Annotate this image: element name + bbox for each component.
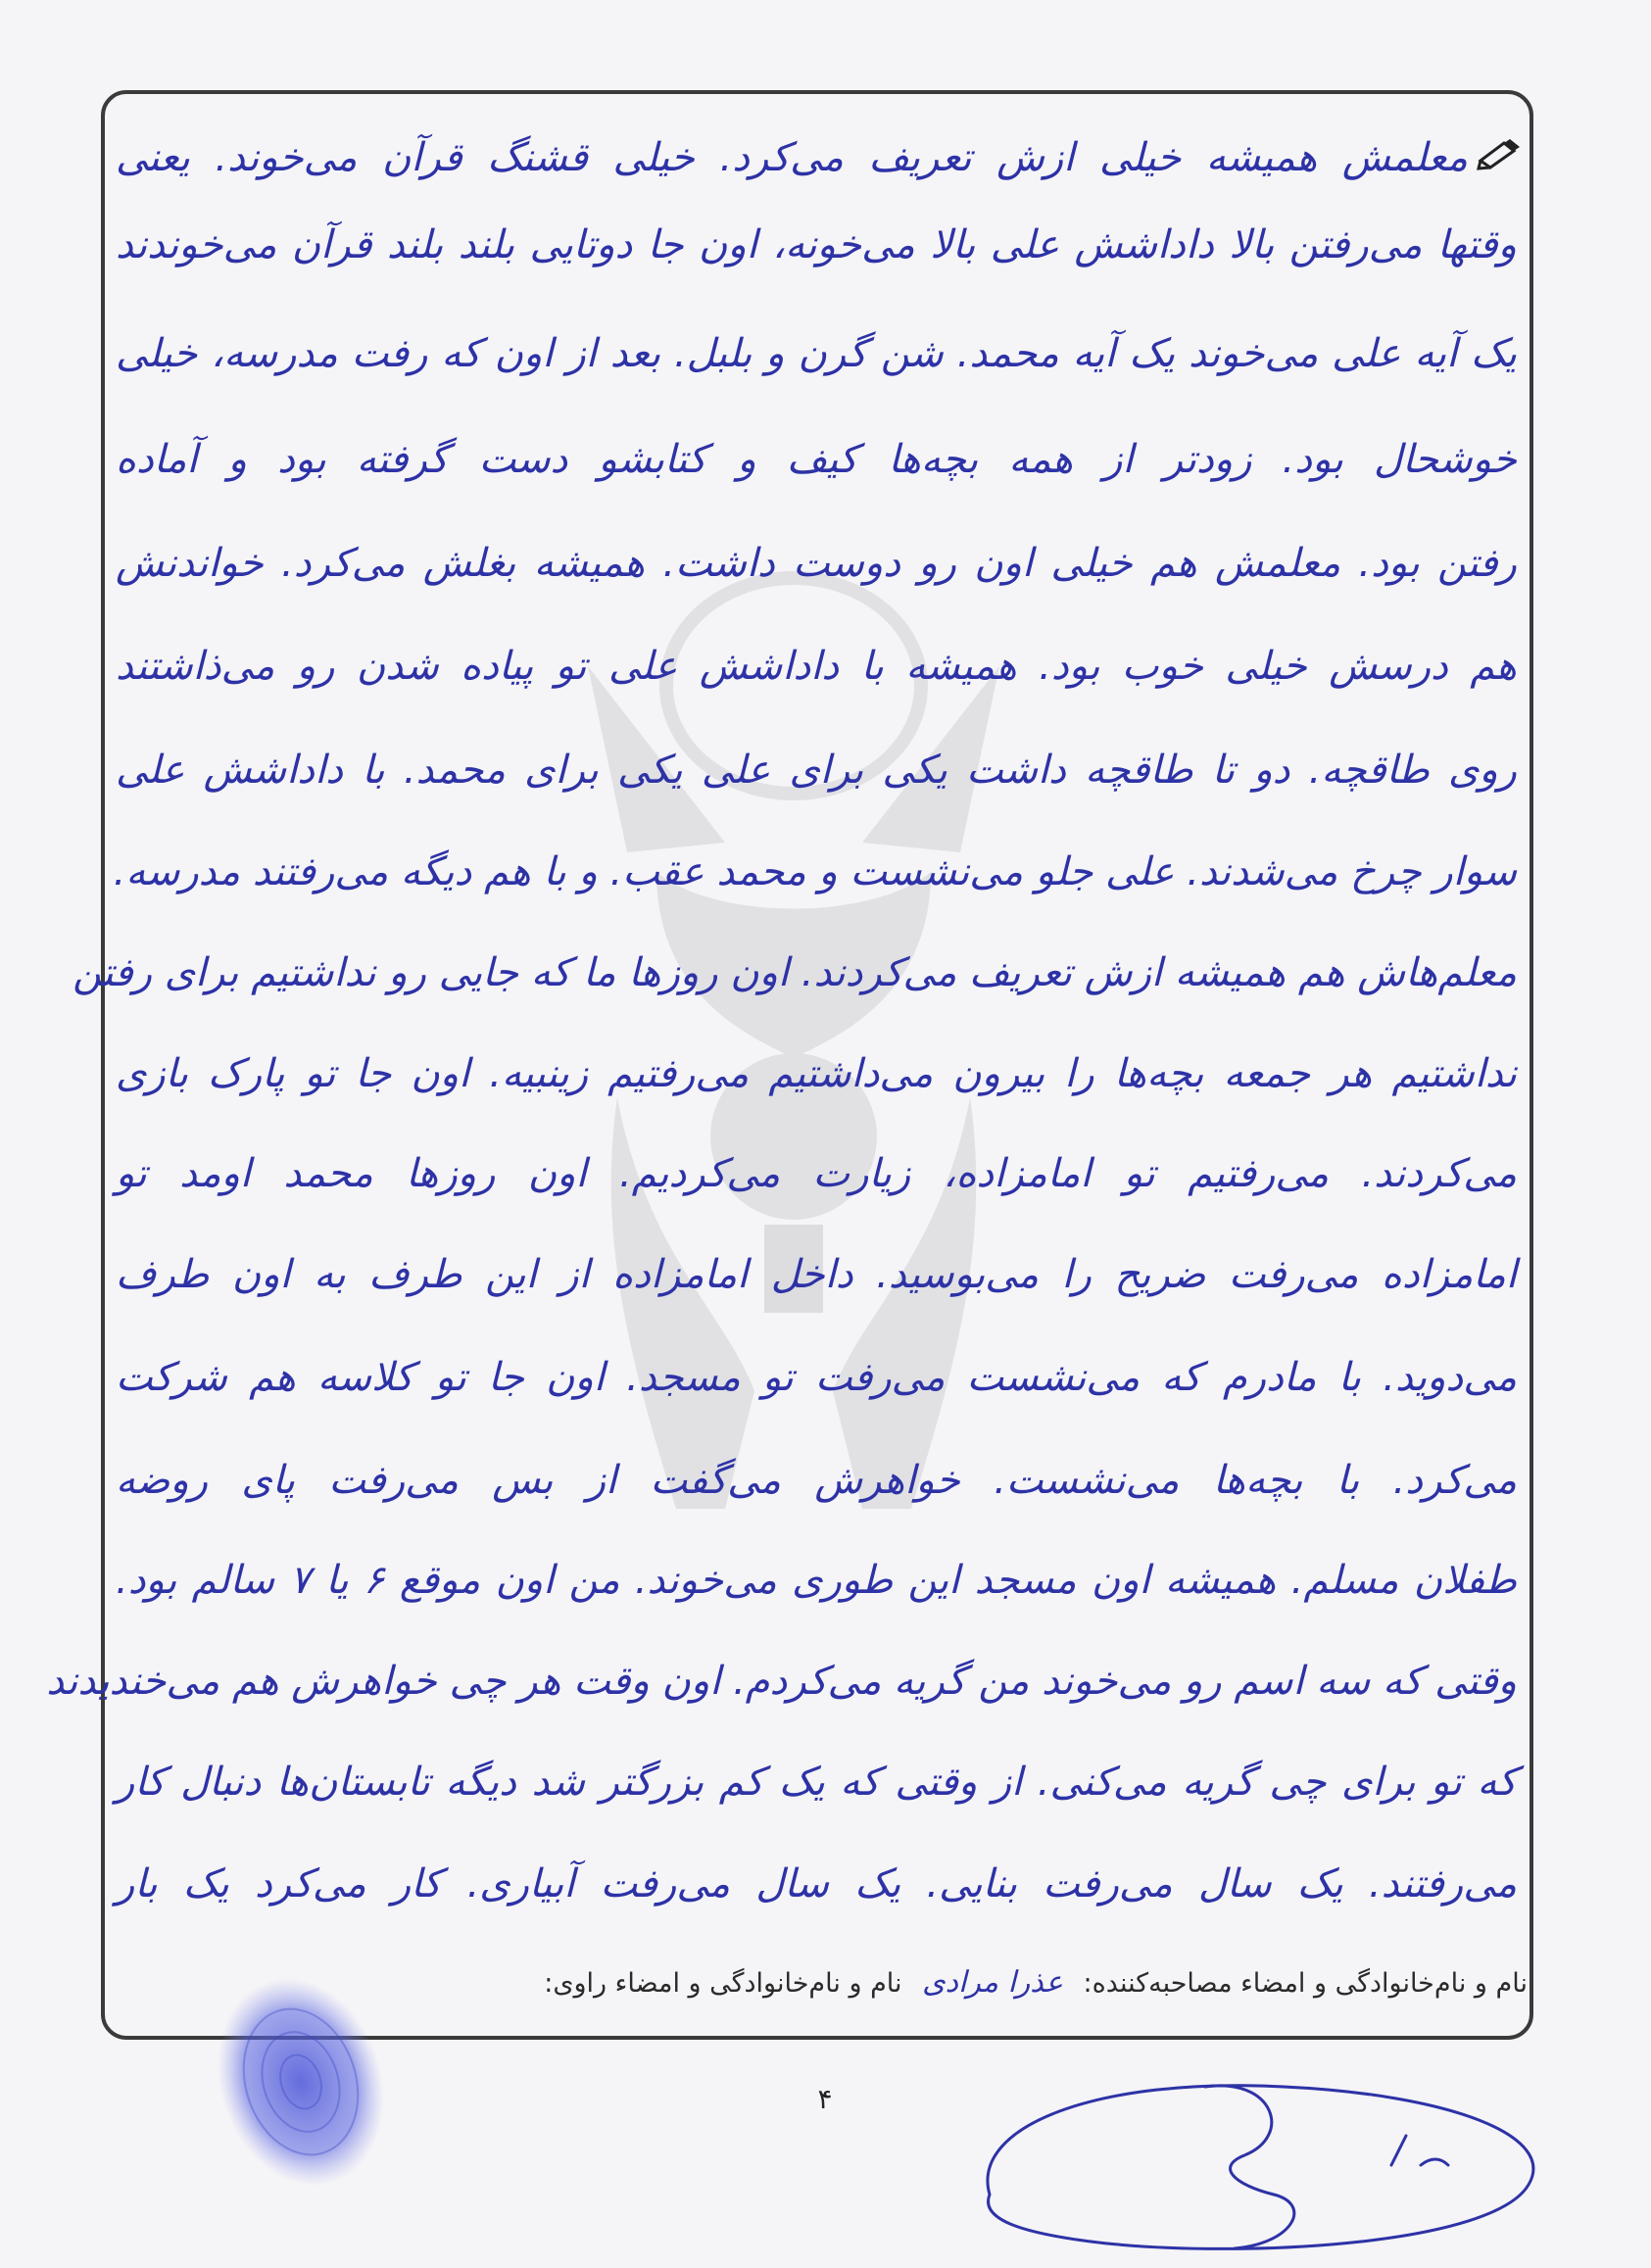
transcript-line: می‌دوید. با مادرم که می‌نشست می‌رفت تو مسجد. اون جا تو کلاسه هم شرکت — [116, 1355, 1517, 1400]
transcript-line: رفتن بود. معلمش هم خیلی اون رو دوست داشت. همیشه بغلش می‌کرد. خواندنش — [116, 541, 1517, 586]
interviewer-name: عذرا مرادی — [922, 1965, 1063, 2000]
transcript-line: می‌کرد. با بچه‌ها می‌نشست. خواهرش می‌گفت از بس می‌رفت پای روضه — [116, 1458, 1517, 1503]
transcript-line: معلم‌هاش هم همیشه ازش تعریف می‌کردند. اون روزها ما که جایی رو نداشتیم برای رفتن — [73, 950, 1517, 995]
transcript-line: طفلان مسلم. همیشه اون مسجد این طوری می‌خوند. من اون موقع ۶ یا ۷ سالم بود. — [116, 1558, 1518, 1603]
fingerprint-mark — [208, 1969, 394, 2195]
transcript-line: هم درسش خیلی خوب بود. همیشه با داداشش علی تو پیاده شدن رو می‌ذاشتند — [116, 644, 1517, 689]
transcript-line: امامزاده می‌رفت ضریح را می‌بوسید. داخل امامزاده از این طرف به اون طرف — [116, 1252, 1517, 1297]
interviewer-label: نام و نام‌خانوادگی و امضاء مصاحبه‌کننده: — [1083, 1968, 1528, 1999]
transcript-line: روی طاقچه. دو تا طاقچه داشت یکی برای علی یکی برای محمد. با داداشش علی — [116, 748, 1517, 793]
handwritten-signature — [960, 2048, 1568, 2268]
transcript-line: سوار چرخ می‌شدند. علی جلو می‌نشست و محمد عقب. و با هم دیگه می‌رفتند مدرسه. — [113, 849, 1517, 894]
transcript-line: وقتی که سه اسم رو می‌خوند من گریه می‌کردم. اون وقت هر چی خواهرش هم می‌خندیدند — [46, 1659, 1517, 1704]
signature-footer — [544, 1965, 1528, 2000]
transcript-line: می‌رفتند. یک سال می‌رفت بنایی. یک سال می‌رفت آبیاری. کار می‌کرد یک بار — [116, 1861, 1517, 1906]
transcript-line: که تو برای چی گریه می‌کنی. از وقتی که یک کم بزرگتر شد دیگه تابستان‌ها دنبال کار — [116, 1760, 1517, 1805]
transcript-line: یک آیه علی می‌خوند یک آیه محمد. شن گرن و بلبل. بعد از اون که رفت مدرسه، خیلی — [116, 331, 1517, 376]
transcript-line: می‌کردند. می‌رفتیم تو امامزاده، زیارت می‌کردیم. اون روزها محمد اومد تو — [116, 1151, 1517, 1196]
transcript-line: نداشتیم هر جمعه بچه‌ها را بیرون می‌داشتیم می‌رفتیم زینبیه. اون جا تو پارک بازی — [116, 1051, 1517, 1096]
transcript-line: وقتها می‌رفتن بالا داداشش علی بالا می‌خونه، اون جا دوتایی بلند بلند قرآن می‌خوندند — [116, 222, 1517, 267]
transcript-line: خوشحال بود. زودتر از همه بچه‌ها کیف و کتابشو دست گرفته بود و آماده — [116, 437, 1517, 482]
page-number: ۴ — [817, 2083, 833, 2115]
transcript-line: معلمش همیشه خیلی ازش تعریف می‌کرد. خیلی قشنگ قرآن می‌خوند. یعنی — [116, 135, 1468, 180]
narrator-label: نام و نام‌خانوادگی و امضاء راوی: — [544, 1968, 902, 1999]
